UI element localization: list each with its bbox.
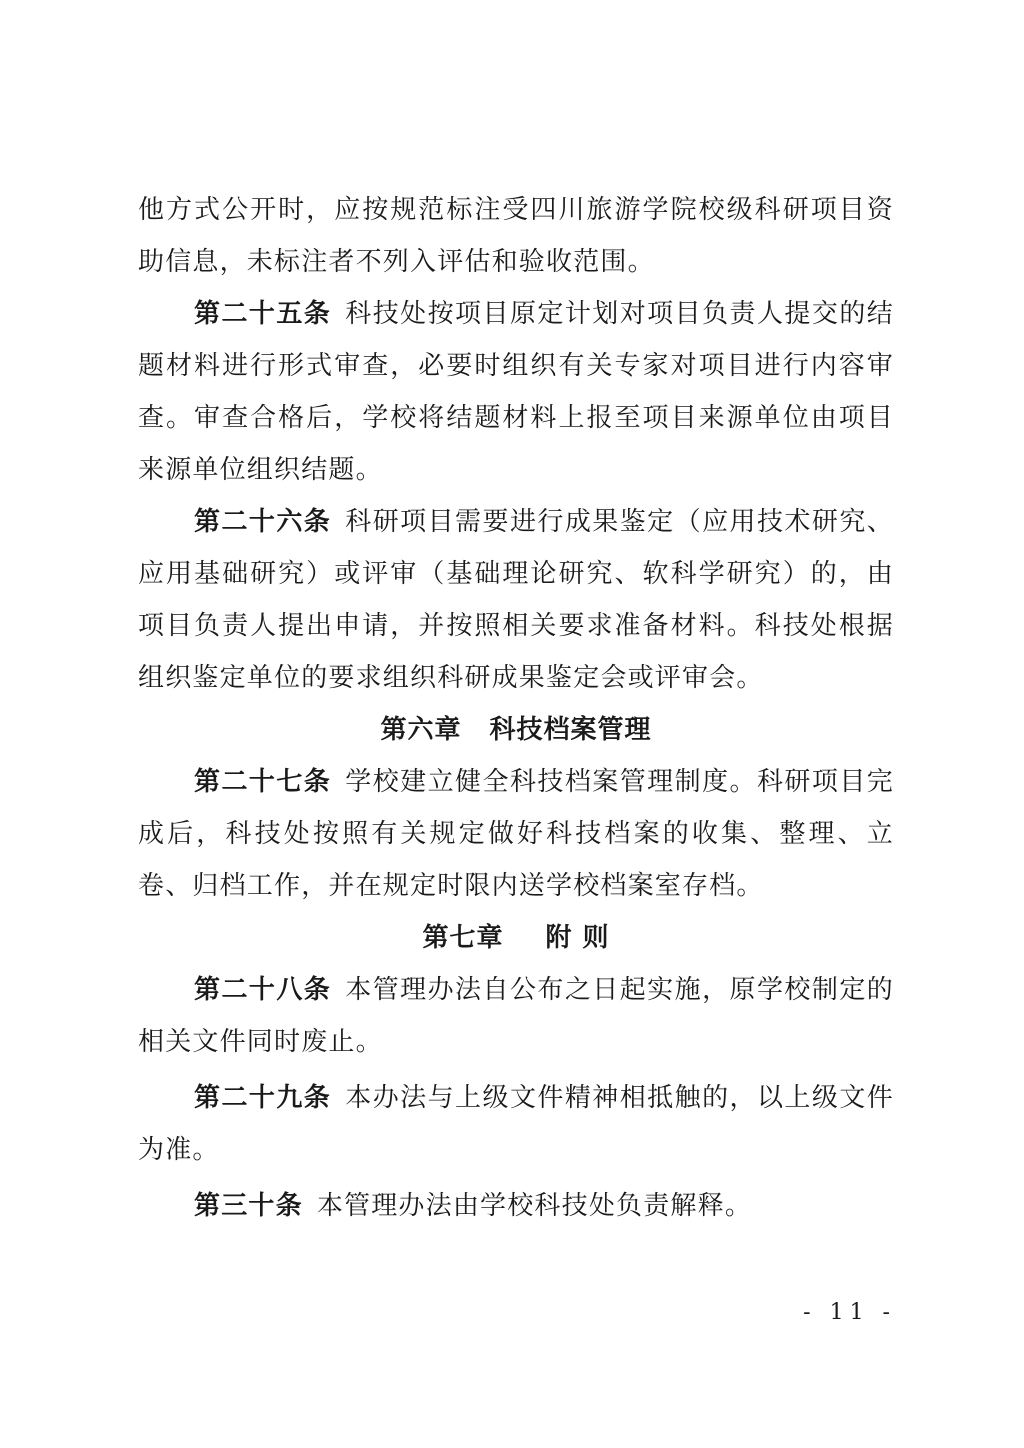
article-28 bbox=[138, 964, 894, 1068]
paragraph-text: 他方式公开时，应按规范标注受四川旅游学院校级科研项目资助信息，未标注者不列入评估和验收范围。 bbox=[138, 195, 894, 277]
document-body bbox=[138, 184, 894, 1232]
chapter-title: 科技档案管理 bbox=[489, 715, 652, 745]
article-heading: 第二十九条 bbox=[194, 1083, 332, 1113]
page-number: - 11 - bbox=[803, 1300, 896, 1325]
chapter-7-heading bbox=[138, 912, 894, 964]
article-27 bbox=[138, 756, 894, 912]
article-26 bbox=[138, 496, 894, 704]
article-text: 学校建立健全科技档案管理制度。科研项目完成后，科技处按照有关规定做好科技档案的收集、整理、立卷、归档工作，并在规定时限内送学校档案室存档。 bbox=[138, 767, 894, 901]
paragraph-continuation bbox=[138, 184, 894, 288]
article-29 bbox=[138, 1072, 894, 1176]
article-heading: 第二十六条 bbox=[194, 507, 332, 537]
chapter-number: 第六章 bbox=[380, 715, 462, 745]
article-heading: 第三十条 bbox=[194, 1191, 303, 1221]
chapter-title: 附 则 bbox=[545, 923, 610, 953]
article-text: 科技处按项目原定计划对项目负责人提交的结题材料进行形式审查，必要时组织有关专家对项目进行内容审查。审查合格后，学校将结题材料上报至项目来源单位由项目来源单位组织结题。 bbox=[138, 299, 894, 485]
article-text: 本办法与上级文件精神相抵触的，以上级文件为准。 bbox=[138, 1083, 894, 1165]
article-heading: 第二十七条 bbox=[194, 767, 332, 797]
chapter-number: 第七章 bbox=[422, 923, 504, 953]
article-text: 本管理办法自公布之日起实施，原学校制定的相关文件同时废止。 bbox=[138, 975, 894, 1057]
article-text: 科研项目需要进行成果鉴定（应用技术研究、应用基础研究）或评审（基础理论研究、软科学研究）的，由项目负责人提出申请，并按照相关要求准备材料。科技处根据组织鉴定单位的要求组织科研成果鉴定会或评审会。 bbox=[138, 507, 894, 693]
article-25 bbox=[138, 288, 894, 496]
article-text: 本管理办法由学校科技处负责解释。 bbox=[316, 1191, 753, 1221]
chapter-6-heading bbox=[138, 704, 894, 756]
article-heading: 第二十五条 bbox=[194, 299, 332, 329]
article-heading: 第二十八条 bbox=[194, 975, 332, 1005]
article-30 bbox=[138, 1180, 894, 1232]
